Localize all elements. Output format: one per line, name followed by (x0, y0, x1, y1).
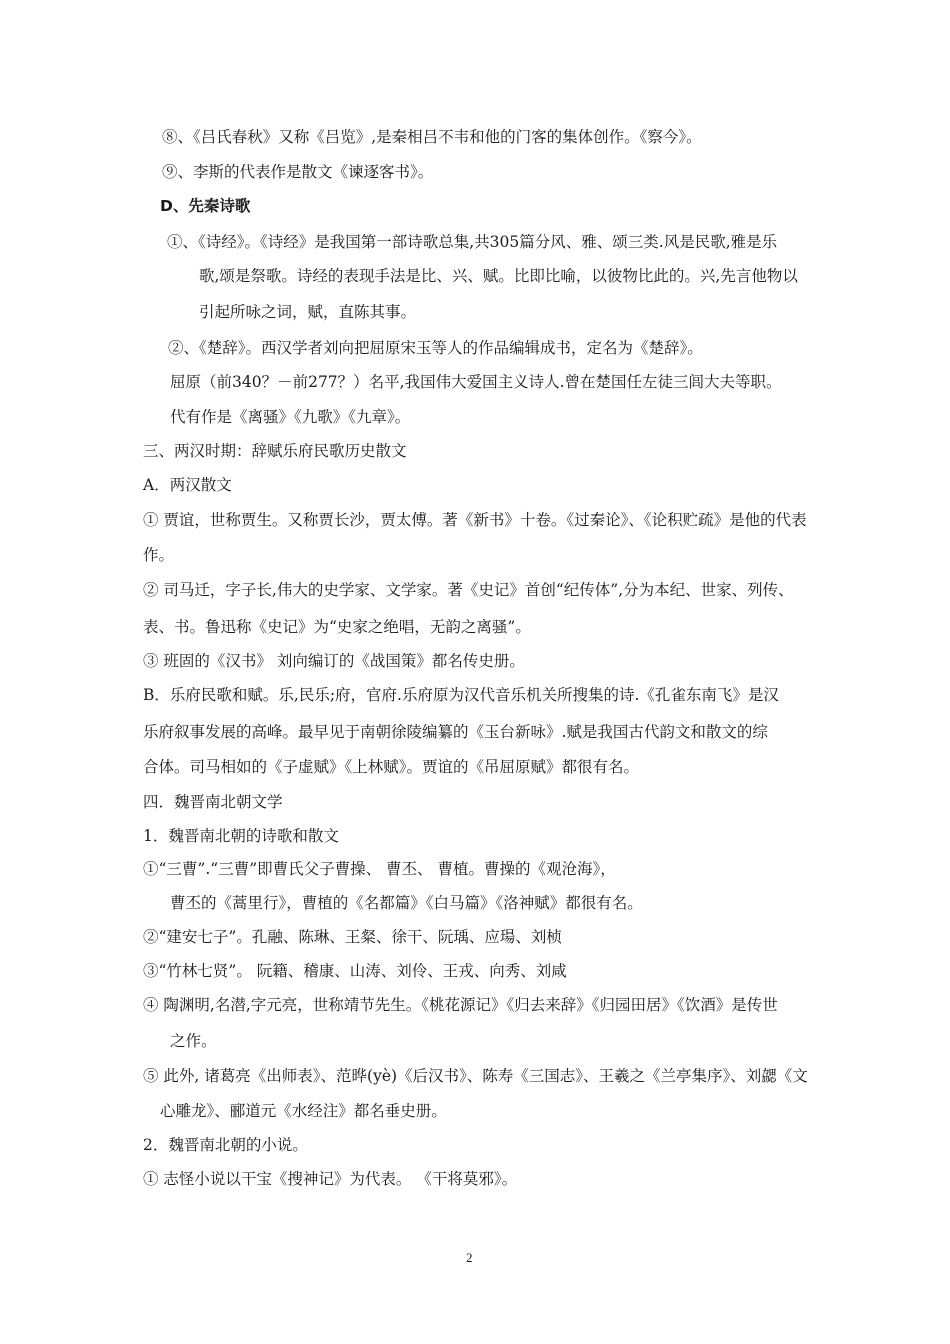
text-line: 作。 (143, 546, 175, 564)
text-line: ④ 陶渊明,名潜,字元亮，世称靖节先生。《桃花源记》《归去来辞》《归园田居》《饮酒》是传世 (143, 996, 778, 1014)
text-line: ② 司马迁，字子长,伟大的史学家、文学家。著《史记》首创“纪传体”,分为本纪、世家、列传、 (143, 581, 794, 599)
section-heading: D、先秦诗歌 (160, 197, 251, 215)
text-line: ①、《诗经》。《诗经》是我国第一部诗歌总集,共305篇分风、雅、颂三类.风是民歌,雅是乐 (167, 233, 778, 251)
text-line: ① 志怪小说以干宝《搜神记》为代表。 《干将莫邪》。 (143, 1170, 518, 1188)
text-line: B．乐府民歌和赋。乐,民乐;府，官府.乐府原为汉代音乐机关所搜集的诗.《孔雀东南飞》是汉 (143, 686, 779, 704)
text-line: ①“三曹”.“三曹”即曹氏父子曹操、 曹丕、 曹植。曹操的《观沧海》， (143, 860, 616, 878)
subsection-heading: 2．魏晋南北朝的小说。 (143, 1136, 308, 1154)
subsection-heading: 1．魏晋南北朝的诗歌和散文 (143, 827, 339, 845)
page-number: 2 (466, 1250, 473, 1265)
text-line: 乐府叙事发展的高峰。最早见于南朝徐陵编纂的《玉台新咏》.赋是我国古代韵文和散文的综 (143, 723, 768, 741)
text-line: ① 贾谊，世称贾生。又称贾长沙，贾太傅。著《新书》十卷。《过秦论》、《论积贮疏》是他的代表 (143, 511, 807, 529)
text-line: 曹丕的《蒿里行》，曹植的《名都篇》《白马篇》《洛神赋》都很有名。 (170, 894, 643, 912)
section-heading: 三、两汉时期：辞赋乐府民歌历史散文 (143, 442, 407, 460)
subsection-heading: A．两汉散文 (143, 476, 232, 494)
text-line: 歌,颂是祭歌。诗经的表现手法是比、兴、赋。比即比喻，以彼物比此的。兴,先言他物以 (199, 267, 798, 285)
text-line: 引起所咏之词，赋，直陈其事。 (199, 303, 417, 321)
text-line: 心雕龙》、郦道元《水经注》都名垂史册。 (160, 1102, 447, 1120)
text-line: 屈原（前340？－前277？）名平,我国伟大爱国主义诗人.曾在楚国任左徒三闾大夫等职。 (170, 373, 782, 391)
text-line: ③ 班固的《汉书》 刘向编订的《战国策》都名传史册。 (143, 652, 525, 670)
text-line: ⑤ 此外, 诸葛亮《出师表》、范晔(yè)《后汉书》、陈寿《三国志》、王羲之《兰亭集序》、刘勰《文 (143, 1067, 808, 1085)
text-line: 合体。司马相如的《子虚赋》《上林赋》。贾谊的《吊屈原赋》都很有名。 (143, 758, 640, 776)
text-line: 之作。 (170, 1032, 217, 1050)
text-line: ③“竹林七贤”。 阮籍、稽康、山涛、刘伶、王戎、向秀、刘咸 (143, 962, 567, 980)
text-line: ②、《楚辞》。西汉学者刘向把屈原宋玉等人的作品编辑成书，定名为《楚辞》。 (168, 339, 703, 357)
text-line: 表、书。鲁迅称《史记》为“史家之绝唱，无韵之离骚”。 (143, 618, 531, 636)
section-heading: 四．魏晋南北朝文学 (143, 793, 283, 811)
text-line: ⑨、李斯的代表作是散文《谏逐客书》。 (162, 163, 434, 181)
text-line: ⑧、《吕氏春秋》又称《吕览》,是秦相吕不韦和他的门客的集体创作。《察今》。 (162, 128, 702, 146)
text-line: 代有作是《离骚》《九歌》《九章》。 (170, 408, 411, 426)
text-line: ②“建安七子”。孔融、陈琳、王粲、徐干、阮瑀、应瑒、刘桢 (143, 928, 562, 946)
